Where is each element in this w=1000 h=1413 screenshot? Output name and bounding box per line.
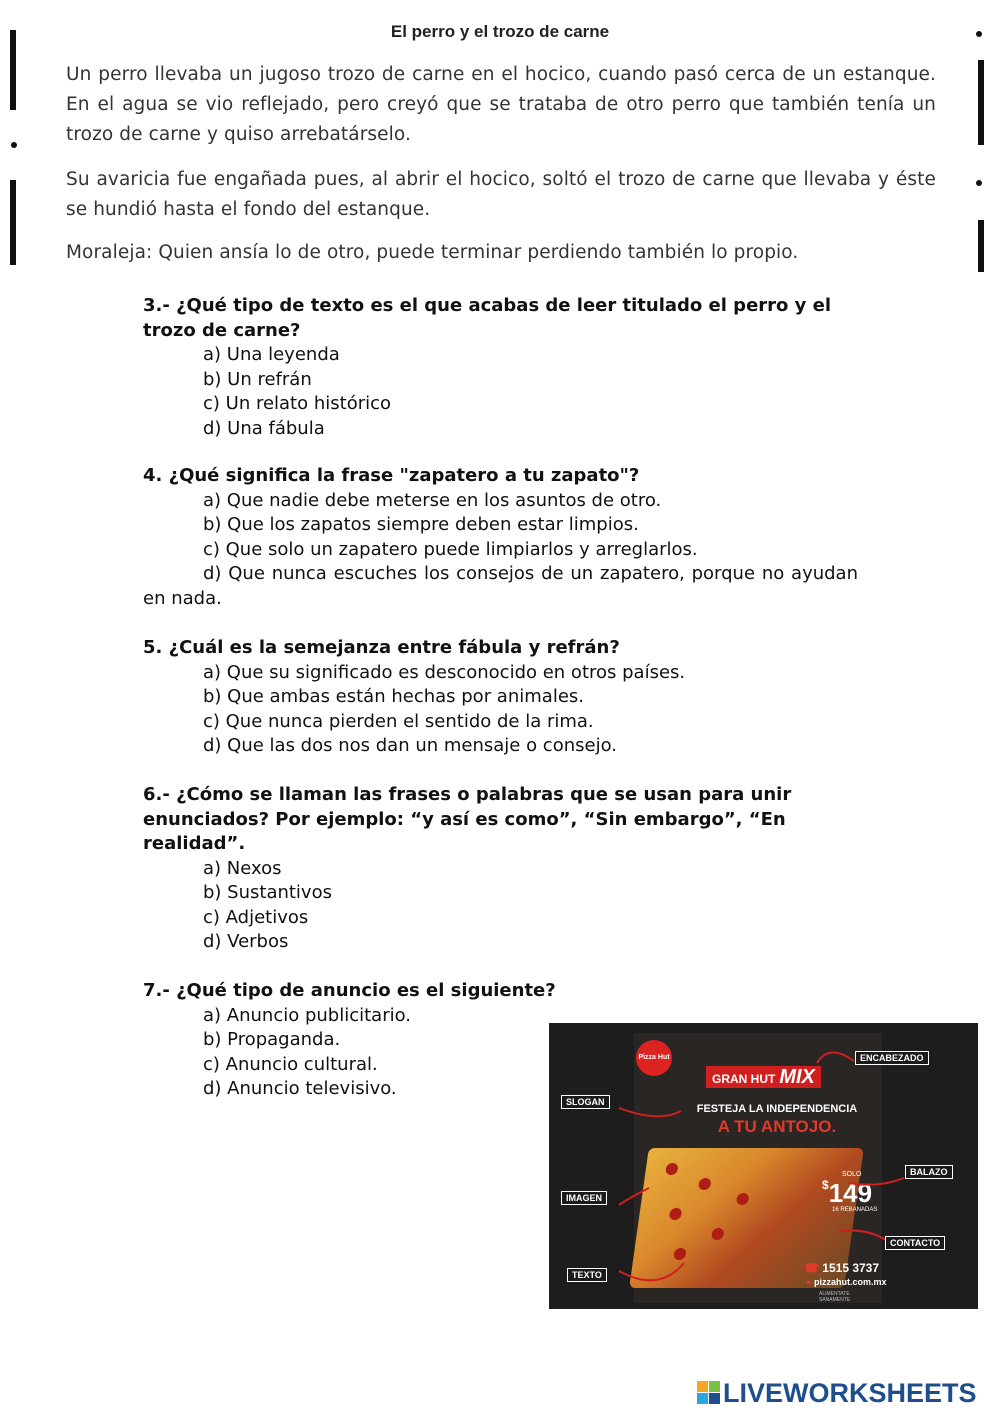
answer-option-text: d) Que nunca escuches los consejos de un zapatero, porque no ayudan en nada.: [143, 563, 858, 609]
web-icon: ●: [806, 1277, 812, 1287]
logo-text: LIVEWORKSHEETS: [723, 1378, 977, 1408]
arrow-texto: [619, 1263, 684, 1280]
answer-option[interactable]: c) Adjetivos: [203, 906, 309, 928]
website-text: pizzahut.com.mx: [813, 1277, 887, 1287]
answer-option[interactable]: c) Que solo un zapatero puede limpiarlos y arreglarlos.: [203, 538, 698, 560]
label-imagen: IMAGEN: [561, 1191, 607, 1205]
answer-option[interactable]: a) Que su significado es desconocido en otros países.: [203, 661, 686, 683]
story-paragraph: Un perro llevaba un jugoso trozo de carne en el hocico, cuando pasó cerca de un estanque. En el agua se vio reflejado, pero creyó que se trataba de otro perro que también tenía un trozo de carne y quiso arrebatárselo.: [66, 64, 936, 145]
price-note: 16 REBANADAS: [832, 1207, 878, 1213]
answer-option[interactable]: d) Que las dos nos dan un mensaje o consejo.: [203, 735, 617, 756]
answer-option[interactable]: b) Que los zapatos siempre deben estar limpios.: [203, 514, 639, 535]
story-moral: Moraleja: Quien ansía lo de otro, puede terminar perdiendo también lo propio.: [66, 242, 799, 263]
answer-option[interactable]: d) Verbos: [203, 931, 289, 952]
answer-option[interactable]: a) Nexos: [203, 857, 282, 879]
answer-option[interactable]: a) Una leyenda: [203, 344, 340, 365]
price-value: 149: [828, 1178, 873, 1208]
scan-edge-mark: [10, 180, 16, 265]
label-texto: TEXTO: [567, 1268, 607, 1282]
answer-option[interactable]: b) Propaganda.: [203, 1029, 341, 1050]
price-currency: $: [822, 1178, 829, 1192]
answer-option[interactable]: b) Sustantivos: [203, 882, 332, 903]
price-prefix: SOLO: [842, 1171, 862, 1178]
ad-fine-print: ALIMENTATE SANAMENTE: [819, 1291, 851, 1303]
arrow-imagen: [619, 1188, 649, 1205]
question-stem: 4. ¿Qué significa la frase "zapatero a tu zapato"?: [143, 465, 640, 486]
answer-option[interactable]: b) Que ambas están hechas por animales.: [203, 686, 584, 707]
answer-option[interactable]: c) Anuncio cultural.: [203, 1053, 378, 1075]
question-stem: 7.- ¿Qué tipo de anuncio es el siguiente?: [143, 980, 556, 1001]
scan-edge-dot: [976, 180, 982, 186]
label-balazo: BALAZO: [905, 1165, 953, 1179]
answer-option[interactable]: a) Que nadie debe meterse en los asuntos de otro.: [203, 489, 662, 511]
question-4: [143, 464, 858, 611]
ad-slogan-line2: A TU ANTOJO.: [717, 1117, 837, 1136]
scan-edge-mark: [978, 220, 984, 272]
story-paragraph: Su avaricia fue engañada pues, al abrir el hocico, soltó el trozo de carne que llevaba y éste se hundió hasta el fondo del estanque.: [66, 169, 936, 220]
answer-option[interactable]: d) Una fábula: [203, 417, 325, 439]
pizza-hut-logo: Pizza Hut: [636, 1040, 672, 1076]
answer-option[interactable]: a) Anuncio publicitario.: [203, 1004, 412, 1026]
liveworksheets-icon: [697, 1381, 721, 1405]
answer-option[interactable]: d) Anuncio televisivo.: [203, 1078, 397, 1099]
question-stem: 3.- ¿Qué tipo de texto es el que acabas de leer titulado el perro y el trozo de carne?: [143, 295, 832, 341]
question-3: [143, 294, 858, 441]
question-stem: 5. ¿Cuál es la semejanza entre fábula y refrán?: [143, 637, 620, 658]
answer-option[interactable]: c) Un relato histórico: [203, 393, 392, 414]
story-scan: [0, 0, 1000, 272]
answer-option[interactable]: [143, 562, 858, 611]
label-encabezado: ENCABEZADO: [855, 1051, 929, 1065]
label-contacto: CONTACTO: [885, 1236, 945, 1250]
scan-edge-mark: [978, 60, 984, 145]
ad-headline-big: MIX: [779, 1066, 815, 1088]
scan-edge-mark: [10, 30, 16, 110]
arrow-contacto: [839, 1230, 887, 1241]
label-slogan: SLOGAN: [561, 1095, 610, 1109]
ad-slogan-line1: FESTEJA LA INDEPENDENCIA: [696, 1103, 858, 1115]
pizza-ad-image: [549, 1023, 978, 1309]
scan-edge-dot: [11, 142, 17, 148]
question-stem: 6.- ¿Cómo se llaman las frases o palabras que se usan para unir enunciados? Por ejemplo: “y así es como”, “Sin embargo”, “En realidad”.: [143, 784, 792, 854]
phone-number: 1515 3737: [822, 1261, 880, 1275]
arrow-balazo: [849, 1178, 904, 1185]
liveworksheets-logo[interactable]: [697, 1378, 977, 1408]
answer-option[interactable]: b) Un refrán: [203, 368, 312, 390]
ad-headline-small: GRAN HUT: [712, 1072, 776, 1086]
story-title: El perro y el trozo de carne: [390, 22, 610, 41]
question-5: [143, 636, 858, 759]
phone-icon: ☎: [804, 1261, 819, 1275]
arrow-slogan: [619, 1108, 681, 1116]
question-6: [143, 783, 858, 955]
arrow-encabezado: [817, 1052, 854, 1063]
answer-option[interactable]: c) Que nunca pierden el sentido de la rima.: [203, 710, 594, 732]
